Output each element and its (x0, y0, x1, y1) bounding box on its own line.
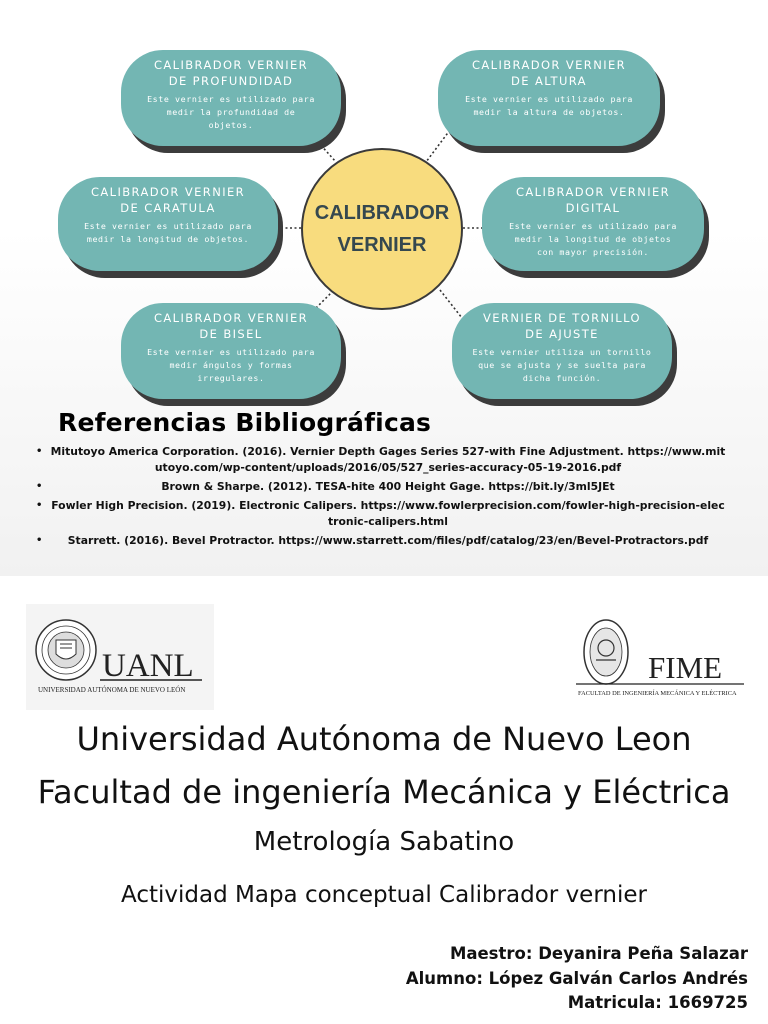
fime-logo (574, 616, 746, 700)
node-description: Este vernier es utilizado para medir la altura de objetos. (465, 94, 633, 117)
reference-text: Mitutoyo America Corporation. (2016). Vernier Depth Gages Series 527-with Fine Adjustment. https://www.mitutoyo.com/wp-content/uploads/2016/05/527_series-accuracy-05-19-2016.pdf (50, 445, 726, 474)
reference-item (36, 533, 736, 549)
node-description: Este vernier es utilizado para medir la profundidad de objetos. (147, 94, 315, 130)
references-title: Referencias Bibliográficas (58, 408, 432, 437)
node-description: Este vernier utiliza un tornillo que se ajusta y se suelta para dicha función. (472, 347, 652, 383)
student-line: Alumno: López Galván Carlos Andrés (405, 968, 748, 988)
id-number-line: Matricula: 1669725 (567, 993, 748, 1012)
teacher-line: Maestro: Deyanira Peña Salazar (449, 944, 748, 963)
node-caratula (58, 177, 278, 271)
node-description: Este vernier es utilizado para medir la longitud de objetos con mayor precisión. (509, 221, 677, 257)
node-bisel (121, 303, 341, 399)
node-digital (482, 177, 704, 271)
node-description: Este vernier es utilizado para medir ángulos y formas irregulares. (147, 347, 315, 383)
node-title: CALIBRADOR VERNIER DIGITAL (515, 185, 671, 215)
fime-subtitle: FACULTAD DE INGENIERÍA MECÁNICA Y ELÉCTRICA (578, 690, 737, 697)
fime-seal-icon (584, 620, 628, 684)
node-altura (438, 50, 660, 146)
bullet: • (36, 500, 43, 511)
bullet: • (36, 481, 43, 492)
bullet: • (36, 535, 43, 546)
reference-item (36, 498, 736, 530)
uanl-wordmark: UANL (102, 648, 194, 684)
uanl-subtitle: UNIVERSIDAD AUTÓNOMA DE NUEVO LEÓN (38, 686, 186, 694)
activity-name: Actividad Mapa conceptual Calibrador vernier (121, 882, 647, 908)
connector-tornillo (440, 290, 462, 318)
node-title: CALIBRADOR VERNIER DE PROFUNDIDAD (153, 58, 309, 88)
faculty-name: Facultad de ingeniería Mecánica y Eléctrica (37, 773, 731, 811)
reference-item (36, 479, 736, 495)
reference-text: Brown & Sharpe. (2012). TESA-hite 400 Height Gage. https://bit.ly/3ml5JEt (161, 480, 615, 493)
center-concept (301, 148, 463, 310)
bullet: • (36, 446, 43, 457)
uanl-seal-icon (36, 620, 96, 680)
node-title: VERNIER DE TORNILLO DE AJUSTE (483, 311, 641, 341)
reference-item (36, 444, 736, 476)
references-list (36, 444, 736, 552)
center-concept-label: CALIBRADOR VERNIER (314, 202, 450, 256)
university-name: Universidad Autónoma de Nuevo Leon (76, 720, 692, 758)
node-tornillo (452, 303, 672, 399)
fime-wordmark: FIME (648, 650, 723, 685)
node-title: CALIBRADOR VERNIER DE ALTURA (471, 58, 627, 88)
node-profundidad (121, 50, 341, 146)
connector-altura (426, 130, 450, 162)
connector-profundidad (318, 142, 336, 162)
node-title: CALIBRADOR VERNIER DE CARATULA (90, 185, 246, 215)
reference-text: Starrett. (2016). Bevel Protractor. https://www.starrett.com/files/pdf/catalog/23/en/Bevel-Protractors.pdf (67, 534, 709, 547)
uanl-logo (26, 604, 214, 710)
course-name: Metrología Sabatino (253, 827, 515, 857)
credits-block (406, 942, 748, 1016)
reference-text: Fowler High Precision. (2019). Electronic Calipers. https://www.fowlerprecision.com/fowler-high-precision-electronic-calipers.html (51, 499, 725, 528)
node-description: Este vernier es utilizado para medir la longitud de objetos. (84, 221, 252, 244)
node-title: CALIBRADOR VERNIER DE BISEL (153, 311, 309, 341)
